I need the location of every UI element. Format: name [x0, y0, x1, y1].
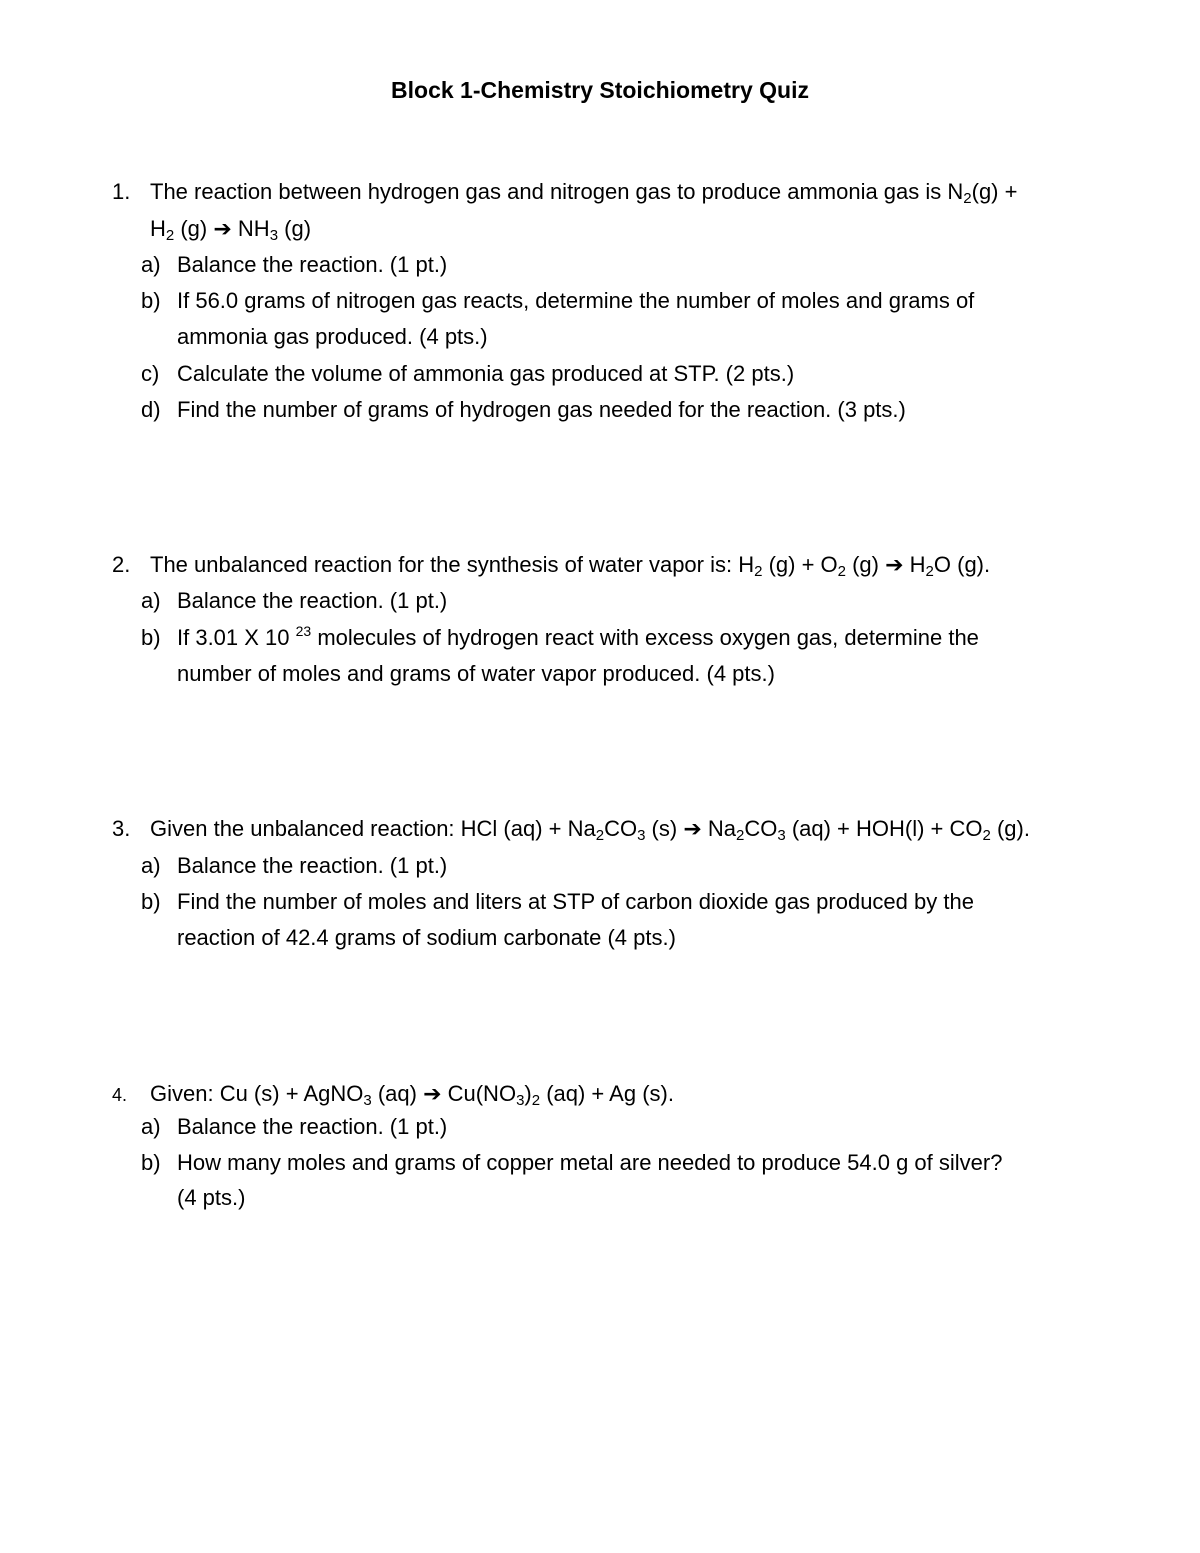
part-text-continued: (4 pts.)	[177, 1185, 246, 1210]
part-text-continued: ammonia gas produced. (4 pts.)	[177, 324, 488, 349]
part-text: Balance the reaction. (1 pt.)	[177, 252, 448, 277]
part-letter: a)	[141, 1114, 161, 1139]
part-letter: a)	[141, 853, 161, 878]
part-text-continued: reaction of 42.4 grams of sodium carbonate (4 pts.)	[177, 925, 676, 950]
part-letter: b)	[141, 288, 161, 313]
part-text: If 56.0 grams of nitrogen gas reacts, determine the number of moles and grams of	[177, 288, 975, 313]
question-text: Given: Cu (s) + AgNO$_3$ (aq) ➔ $Cu(NO_3)_2$ (aq) + Ag (s).	[150, 1081, 674, 1109]
part-text: Find the number of moles and liters at STP of carbon dioxide gas produced by the	[177, 889, 974, 914]
question-equation: $H_2$ (g) ➔ $NH_3$ (g)	[150, 216, 312, 244]
page-title: Block 1-Chemistry Stoichiometry Quiz	[391, 77, 809, 103]
part-letter: a)	[141, 252, 161, 277]
part-letter: b)	[141, 1150, 161, 1175]
question-text: Given the unbalanced reaction: HCl $(aq) + Na_2CO_3$ (s) ➔ $Na_2CO_3$ $(aq) + HOH(l) + CO_2$ (g).	[150, 816, 1030, 844]
question-number: 3.	[112, 816, 131, 841]
question-number: 1.	[112, 179, 131, 204]
question-text: The unbalanced reaction for the synthesis of water vapor is: $H_2$ $(g) + O_2$ (g) ➔ $H_2O$ (g).	[150, 552, 991, 580]
reaction-arrow-icon: ➔	[423, 1081, 442, 1106]
question-number: 2.	[112, 552, 131, 577]
question-text: The reaction between hydrogen gas and nitrogen gas to produce ammonia gas is $N_2(g)$ +	[150, 179, 1018, 207]
part-letter: a)	[141, 588, 161, 613]
part-letter: b)	[141, 889, 161, 914]
part-text: Find the number of grams of hydrogen gas needed for the reaction. (3 pts.)	[177, 397, 906, 422]
part-text: Calculate the volume of ammonia gas produced at STP. (2 pts.)	[177, 361, 795, 386]
part-text-continued: number of moles and grams of water vapor produced. (4 pts.)	[177, 661, 775, 686]
part-letter: c)	[141, 361, 160, 386]
part-letter: d)	[141, 397, 161, 422]
question-number: 4.	[112, 1085, 128, 1105]
part-text: Balance the reaction. (1 pt.)	[177, 588, 448, 613]
part-text: Balance the reaction. (1 pt.)	[177, 1114, 448, 1139]
part-text: Balance the reaction. (1 pt.)	[177, 853, 448, 878]
reaction-arrow-icon: ➔	[213, 216, 232, 241]
part-letter: b)	[141, 625, 161, 650]
reaction-arrow-icon: ➔	[683, 816, 702, 841]
reaction-arrow-icon: ➔	[885, 552, 904, 577]
part-text: If 3.01 X 10 $^{23}$ molecules of hydrogen react with excess oxygen gas, determine the	[177, 623, 979, 650]
part-text: How many moles and grams of copper metal are needed to produce 54.0 g of silver?	[177, 1150, 1003, 1175]
